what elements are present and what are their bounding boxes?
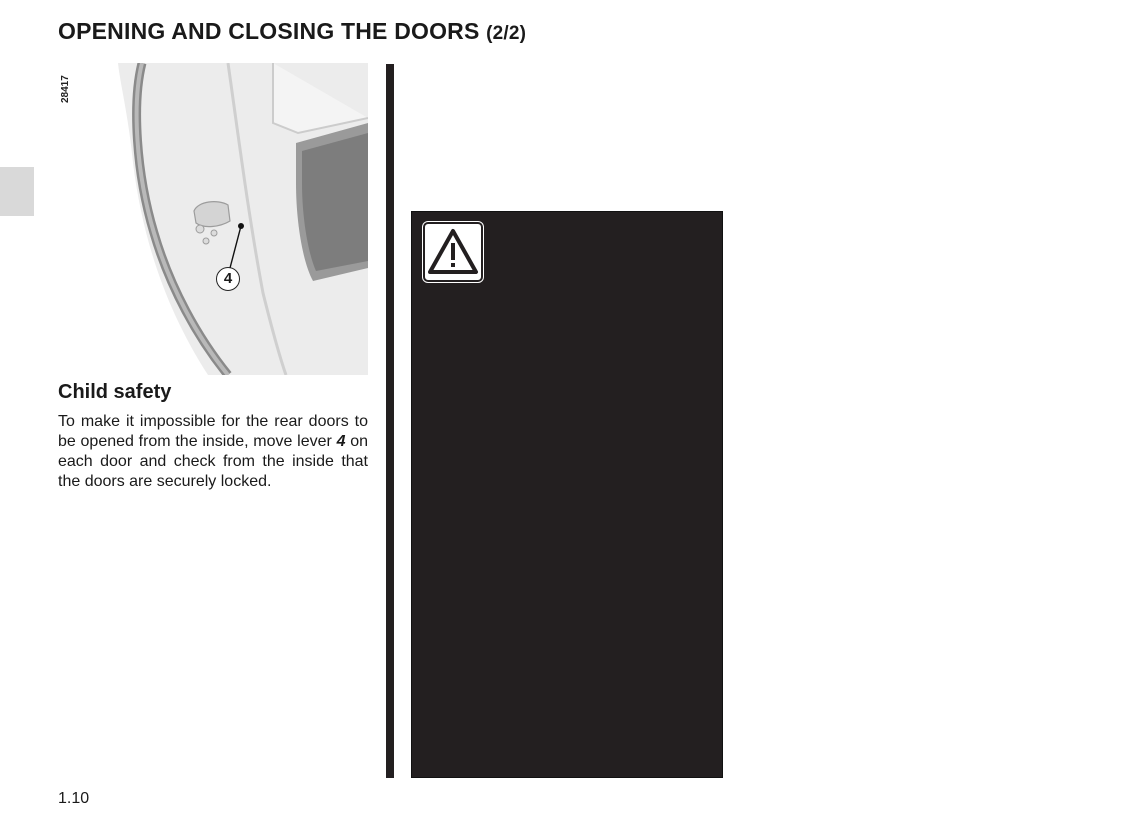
page-number: 1.10: [58, 790, 90, 807]
page-part-indicator: (2/2): [486, 23, 527, 44]
child-safety-heading: Child safety: [58, 381, 172, 403]
column-divider-bar: [386, 64, 394, 778]
chapter-side-tab: [0, 167, 34, 216]
door-drawing: [58, 63, 368, 375]
child-safety-text-before: To make it impossible for the rear doors to be opened from the inside, move lever: [58, 413, 368, 450]
figure-reference-number: 28417: [60, 75, 71, 103]
page-title: [58, 18, 526, 45]
warning-box: [411, 211, 723, 778]
child-safety-text-after: on each door and check from the inside that the doors are securely locked.: [58, 433, 368, 490]
lever-reference: 4: [336, 433, 346, 450]
child-safety-paragraph: [58, 412, 368, 492]
lever-callout-label: 4: [216, 267, 240, 291]
door-lever-illustration: [58, 63, 368, 375]
page-title-text: OPENING AND CLOSING THE DOORS: [58, 18, 480, 44]
warning-triangle-icon: [423, 222, 483, 282]
